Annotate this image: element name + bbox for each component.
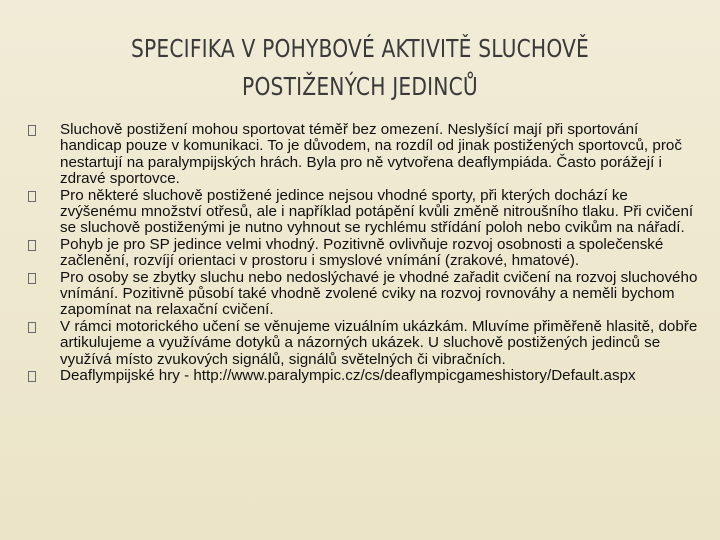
bullet-item [28, 122, 700, 188]
slide-title [72, 30, 648, 106]
bullet-item [28, 270, 700, 319]
bullet-item [28, 319, 700, 368]
bullet-text: V rámci motorického učení se věnujeme vizuálním ukázkám. Mluvíme přiměřeně hlasitě, dobře artikulujeme a využíváme dotyků a názorných ukázek. U sluchově postižených jedinců se využívá místo zvukových signálů, signálů světelných či vibračních. [60, 317, 698, 368]
bullet-marker-icon [28, 240, 36, 251]
bullet-marker-icon [28, 371, 36, 382]
bullet-item [28, 368, 700, 384]
bullet-text: Pro některé sluchově postižené jedince nejsou vhodné sporty, při kterých dochází ke zvýšenému množství otřesů, ale i například potápění kvůli změně nitroušního tlaku. Při cvičení se sluchově postiženými je nutno vyhnout se rychlému střídání poloh nebo cvikům na nářadí. [60, 186, 694, 237]
bullet-item [28, 188, 700, 237]
slide-title-line-1: SPECIFIKA V POHYBOVÉ AKTIVITĚ SLUCHOVĚ [130, 34, 590, 63]
bullet-text: Deaflympijské hry - http://www.paralympic.cz/cs/deaflympicgameshistory/Default.aspx [60, 367, 636, 385]
slide-title-line-2: POSTIŽENÝCH JEDINCŮ [242, 72, 478, 101]
bullet-list [28, 122, 700, 385]
bullet-text: Sluchově postižení mohou sportovat téměř bez omezení. Neslyšící mají při sportování handicap pouze v komunikaci. To je důvodem, na rozdíl od jinak postižených sportovců, proč nestartují na paralympijských hrách. Byla pro ně vytvořena deaflympiáda. Často porážejí i zdravé sportovce. [60, 121, 682, 188]
bullet-marker-icon [28, 191, 36, 202]
bullet-marker-icon [28, 273, 36, 284]
bullet-marker-icon [28, 322, 36, 333]
bullet-text: Pro osoby se zbytky sluchu nebo nedoslýchavé je vhodné zařadit cvičení na rozvoj sluchového vnímání. Pozitivně působí také vhodně zvolené cviky na rozvoj rovnováhy a neměli bychom zapomínat na relaxační cvičení. [60, 268, 698, 319]
bullet-marker-icon [28, 125, 36, 136]
bullet-text: Pohyb je pro SP jedince velmi vhodný. Pozitivně ovlivňuje rozvoj osobnosti a společenské začlenění, rozvíjí orientaci v prostoru i smyslové vnímání (zrakové, hmatové). [60, 235, 664, 270]
bullet-item [28, 237, 700, 270]
